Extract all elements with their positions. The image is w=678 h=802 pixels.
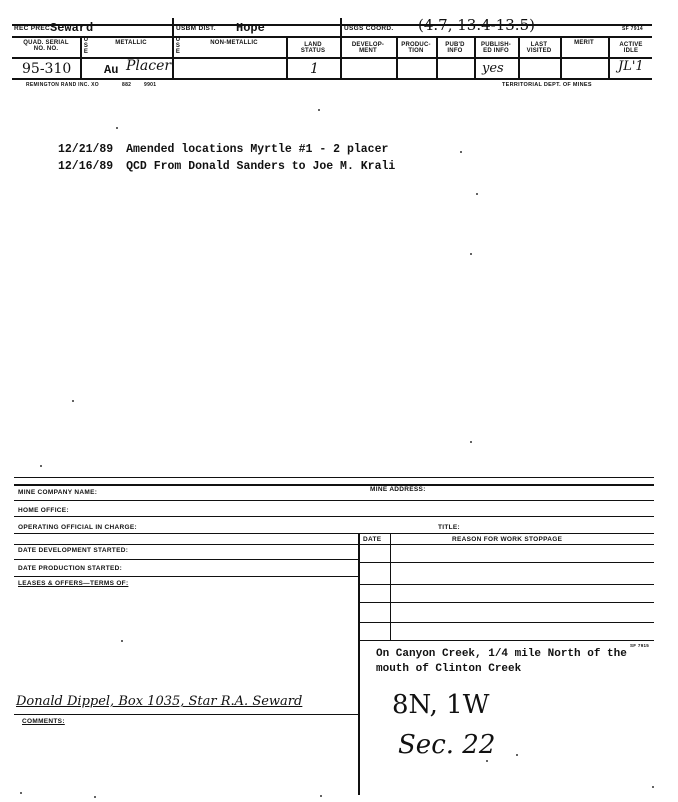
- leases-label: LEASES & OFFERS—TERMS OF:: [18, 580, 129, 587]
- entry-date: 12/21/89: [58, 143, 114, 156]
- rule: [14, 576, 358, 577]
- row-land-status: 1: [310, 61, 319, 77]
- speck: [476, 193, 478, 195]
- speck: [320, 795, 322, 797]
- rule: [12, 24, 652, 26]
- rec-prec-label: REC PREC: [14, 25, 50, 32]
- usgs-coord-label: USGS COORD.: [344, 25, 394, 32]
- comments-label: COMMENTS:: [22, 718, 65, 725]
- rule: [12, 36, 652, 38]
- col-quad-serial: QUAD. SERIAL NO. NO.: [23, 40, 69, 52]
- handwritten-owner: Donald Dippel, Box 1035, Star R.A. Seward: [16, 694, 303, 709]
- row-metal-note: Placer: [126, 58, 172, 74]
- rule: [14, 533, 654, 534]
- row-metal: Au: [104, 63, 119, 77]
- col-metallic: METALLIC: [115, 40, 147, 46]
- usbm-dist-label: USBM DIST.: [176, 25, 216, 32]
- rule: [358, 602, 654, 603]
- row-active-idle: JL'1: [618, 59, 644, 74]
- speck: [470, 441, 472, 443]
- printer-code-2: 9901: [144, 82, 157, 88]
- rule: [14, 559, 358, 560]
- divider: [340, 18, 342, 36]
- speck: [460, 151, 462, 153]
- col-use-1: U S E: [83, 37, 89, 55]
- operating-official-label: OPERATING OFFICIAL IN CHARGE:: [18, 524, 137, 531]
- entry-text: Amended locations Myrtle #1 - 2 placer: [126, 143, 389, 156]
- date-dev-started-label: DATE DEVELOPMENT STARTED:: [18, 547, 129, 554]
- col-merit: MERIT: [574, 40, 594, 46]
- date-prod-started-label: DATE PRODUCTION STARTED:: [18, 565, 123, 572]
- speck: [116, 127, 118, 129]
- speck: [121, 640, 123, 642]
- usgs-coord-value: (4.7, 13.4-13.5): [418, 16, 535, 34]
- date-col-label: DATE: [363, 536, 382, 543]
- mine-company-name-label: MINE COMPANY NAME:: [18, 489, 98, 496]
- form-number-2: SF 7915: [630, 643, 650, 648]
- printer-code-1: 882: [122, 82, 132, 88]
- speck: [486, 760, 488, 762]
- speck: [72, 400, 74, 402]
- form-number: SF 7914: [622, 26, 644, 32]
- rule: [14, 477, 654, 478]
- list-item: [58, 143, 388, 156]
- usbm-dist-value: Hope: [236, 21, 265, 35]
- rule: [12, 78, 652, 80]
- home-office-label: HOME OFFICE:: [18, 507, 69, 514]
- hand-section: Sec. 22: [398, 730, 496, 760]
- rule: [358, 584, 654, 585]
- speck: [318, 109, 320, 111]
- divider: [358, 533, 360, 795]
- speck: [652, 786, 654, 788]
- divider: [80, 36, 82, 79]
- divider: [172, 18, 174, 36]
- col-use-2: U S E: [175, 37, 181, 55]
- rule: [14, 500, 654, 501]
- divider: [390, 533, 391, 640]
- location-note: On Canyon Creek, 1/4 mile North of the mouth of Clinton Creek: [376, 648, 627, 675]
- reason-col-label: REASON FOR WORK STOPPAGE: [452, 536, 563, 543]
- divider: [172, 36, 174, 79]
- rule: [14, 484, 654, 486]
- col-active-idle: ACTIVE IDLE: [619, 42, 643, 54]
- col-non-metallic: NON-METALLIC: [210, 40, 258, 46]
- rule: [14, 544, 654, 545]
- col-published-info: PUBLISH- ED INFO: [481, 42, 511, 54]
- rule: [14, 516, 654, 517]
- speck: [20, 792, 22, 794]
- hand-township: 8N, 1W: [392, 690, 490, 720]
- rule: [12, 57, 652, 59]
- mine-address-label: MINE ADDRESS:: [370, 486, 426, 493]
- entry-text: QCD From Donald Sanders to Joe M. Krali: [126, 160, 396, 173]
- speck: [470, 253, 472, 255]
- col-last-visited: LAST VISITED: [526, 42, 552, 54]
- rule: [358, 622, 654, 623]
- entry-date: 12/16/89: [58, 160, 114, 173]
- printer-name: REMINGTON RAND INC. XO: [26, 82, 99, 88]
- rule: [358, 640, 654, 641]
- rule: [14, 714, 358, 715]
- speck: [516, 754, 518, 756]
- speck: [40, 465, 42, 467]
- dept-name: TERRITORIAL DEPT. OF MINES: [502, 82, 592, 88]
- rule: [358, 562, 654, 563]
- col-development: DEVELOP- MENT: [351, 42, 385, 54]
- row-quad-serial: 95-310: [22, 61, 72, 77]
- col-production: PRODUC- TION: [401, 42, 431, 54]
- col-pub-info: PUB'D INFO: [445, 42, 465, 54]
- list-item: [58, 160, 395, 173]
- col-land-status: LAND STATUS: [300, 42, 326, 54]
- rec-prec-value: Seward: [50, 21, 94, 35]
- title-label: TITLE:: [438, 524, 461, 531]
- speck: [94, 796, 96, 798]
- row-published: yes: [482, 61, 504, 76]
